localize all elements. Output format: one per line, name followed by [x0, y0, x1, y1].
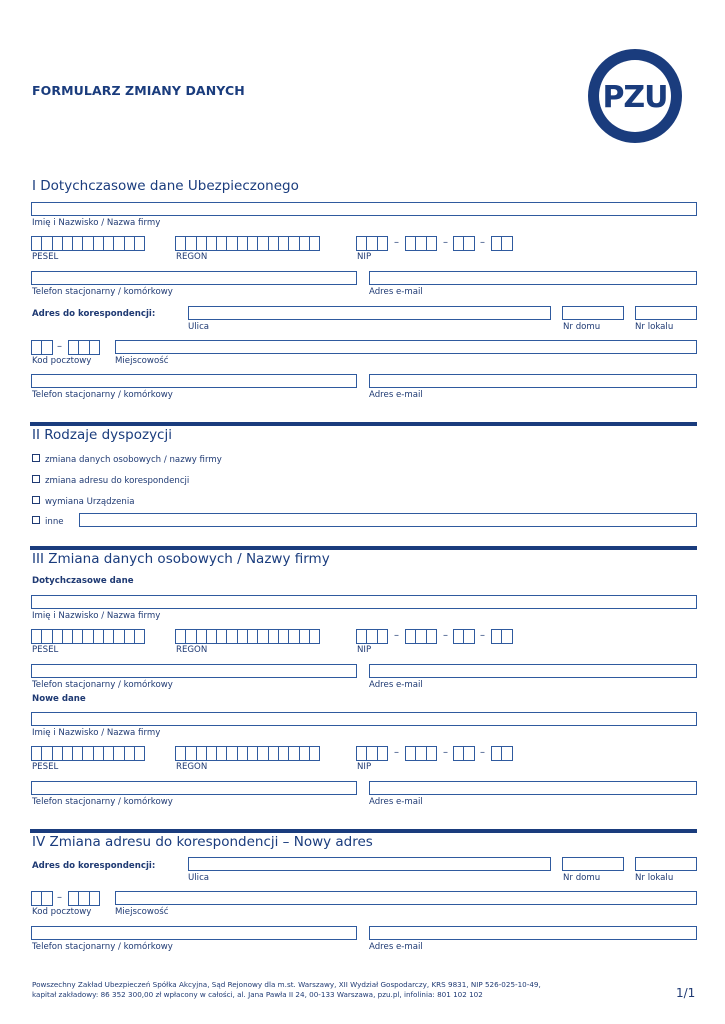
- email-label-s4: Adres e-mail: [369, 942, 423, 952]
- option-personal[interactable]: zmiana danych osobowych / nazwy firmy: [32, 454, 222, 465]
- old-data-label: Dotychczasowe dane: [32, 576, 134, 586]
- corr-label-new: Adres do korespondencji:: [32, 861, 156, 871]
- nip-cells-2[interactable]: [405, 236, 436, 251]
- digit-cell[interactable]: [89, 340, 100, 355]
- checkbox[interactable]: [32, 475, 40, 483]
- corr-label: Adres do korespondencji:: [32, 309, 156, 319]
- flat-label-new: Nr lokalu: [635, 873, 674, 883]
- pesel-label: PESEL: [32, 252, 59, 262]
- name-label: Imię i Nazwisko / Nazwa firmy: [32, 218, 161, 228]
- name-label-old: Imię i Nazwisko / Nazwa firmy: [32, 611, 161, 621]
- digit-cell[interactable]: [309, 629, 320, 644]
- digit-cell[interactable]: [134, 746, 145, 761]
- digit-cell[interactable]: [463, 236, 474, 251]
- dash-separator: –: [443, 237, 448, 248]
- section-divider: [30, 546, 697, 550]
- house-label: Nr domu: [563, 322, 601, 332]
- digit-cell[interactable]: [501, 746, 512, 761]
- dash-separator: –: [443, 630, 448, 641]
- flat-input[interactable]: [635, 306, 697, 320]
- phone-input-new[interactable]: [31, 781, 357, 795]
- digit-cell[interactable]: [463, 629, 474, 644]
- section-divider: [30, 829, 697, 833]
- section-2-title: II Rodzaje dyspozycji: [32, 427, 172, 443]
- postal-cells-1[interactable]: [31, 340, 52, 355]
- other-input[interactable]: [79, 513, 697, 527]
- dash-separator: –: [443, 747, 448, 758]
- dash-separator: –: [57, 341, 62, 352]
- name-input-new[interactable]: [31, 712, 697, 726]
- email-label-2: Adres e-mail: [369, 390, 423, 400]
- checkbox[interactable]: [32, 496, 40, 504]
- page-title: FORMULARZ ZMIANY DANYCH: [32, 83, 245, 98]
- regon-cells[interactable]: [175, 236, 319, 251]
- nip-label-old: NIP: [357, 645, 372, 655]
- footer-line-2: kapitał zakładowy: 86 352 300,00 zł wpłacony w całości, al. Jana Pawła II 24, 00-133 Warszawa, pzu.pl, infolinia: 801 102 102: [32, 990, 483, 999]
- regon-cells-old[interactable]: [175, 629, 319, 644]
- email-label: Adres e-mail: [369, 287, 423, 297]
- footer-line-1: Powszechny Zakład Ubezpieczeń Spółka Akcyjna, Sąd Rejonowy dla m.st. Warszawy, XII Wydział Gospodarczy, KRS 9831, NIP 526-025-10-49,: [32, 980, 541, 989]
- name-input[interactable]: [31, 202, 697, 216]
- section-4-title: IV Zmiana adresu do korespondencji – Nowy adres: [32, 834, 373, 850]
- phone-label: Telefon stacjonarny / komórkowy: [32, 287, 173, 297]
- pesel-cells[interactable]: [31, 236, 144, 251]
- digit-cell[interactable]: [426, 746, 437, 761]
- nip-cells-4[interactable]: [491, 236, 512, 251]
- email-input[interactable]: [369, 271, 697, 285]
- checkbox[interactable]: [32, 454, 40, 462]
- digit-cell[interactable]: [41, 891, 52, 906]
- nip-cells-old-3[interactable]: [453, 629, 474, 644]
- street-label-new: Ulica: [188, 873, 210, 883]
- nip-cells-1[interactable]: [356, 236, 387, 251]
- digit-cell[interactable]: [463, 746, 474, 761]
- nip-label: NIP: [357, 252, 372, 262]
- street-input[interactable]: [188, 306, 551, 320]
- pesel-label-new: PESEL: [32, 762, 59, 772]
- digit-cell[interactable]: [377, 236, 388, 251]
- postal-label: Kod pocztowy: [32, 356, 92, 366]
- city-label: Miejscowość: [115, 356, 169, 366]
- footer-text: [32, 980, 632, 1000]
- dash-separator: –: [394, 237, 399, 248]
- name-input-old[interactable]: [31, 595, 697, 609]
- pesel-cells-new[interactable]: [31, 746, 144, 761]
- postal-cells-new-1[interactable]: [31, 891, 52, 906]
- page-number: 1/1: [676, 986, 696, 1000]
- phone-input[interactable]: [31, 271, 357, 285]
- digit-cell[interactable]: [89, 891, 100, 906]
- phone-input-old[interactable]: [31, 664, 357, 678]
- nip-cells-new-1[interactable]: [356, 746, 387, 761]
- regon-label-new: REGON: [176, 762, 208, 772]
- digit-cell[interactable]: [309, 746, 320, 761]
- email-input-new[interactable]: [369, 781, 697, 795]
- street-label: Ulica: [188, 322, 210, 332]
- dash-separator: –: [480, 630, 485, 641]
- dash-separator: –: [57, 892, 62, 903]
- new-data-label: Nowe dane: [32, 694, 86, 704]
- nip-cells-new-4[interactable]: [491, 746, 512, 761]
- phone-label-new: Telefon stacjonarny / komórkowy: [32, 797, 173, 807]
- email-input-s4[interactable]: [369, 926, 697, 940]
- digit-cell[interactable]: [426, 236, 437, 251]
- email-input-old[interactable]: [369, 664, 697, 678]
- email-label-new: Adres e-mail: [369, 797, 423, 807]
- name-label-new: Imię i Nazwisko / Nazwa firmy: [32, 728, 161, 738]
- phone-label-2: Telefon stacjonarny / komórkowy: [32, 390, 173, 400]
- street-input-new[interactable]: [188, 857, 551, 871]
- regon-label: REGON: [176, 252, 208, 262]
- phone-label-old: Telefon stacjonarny / komórkowy: [32, 680, 173, 690]
- dash-separator: –: [394, 747, 399, 758]
- svg-text:PZU: PZU: [602, 80, 668, 115]
- city-input-new[interactable]: [115, 891, 697, 905]
- option-address[interactable]: zmiana adresu do korespondencji: [32, 475, 189, 486]
- phone-label-s4: Telefon stacjonarny / komórkowy: [32, 942, 173, 952]
- nip-cells-new-3[interactable]: [453, 746, 474, 761]
- nip-cells-old-4[interactable]: [491, 629, 512, 644]
- digit-cell[interactable]: [134, 629, 145, 644]
- city-input[interactable]: [115, 340, 697, 354]
- flat-label: Nr lokalu: [635, 322, 674, 332]
- digit-cell[interactable]: [309, 236, 320, 251]
- regon-label-old: REGON: [176, 645, 208, 655]
- city-label-new: Miejscowość: [115, 907, 169, 917]
- nip-cells-old-1[interactable]: [356, 629, 387, 644]
- pesel-cells-old[interactable]: [31, 629, 144, 644]
- digit-cell[interactable]: [501, 629, 512, 644]
- pzu-logo: [587, 48, 683, 144]
- postal-label-new: Kod pocztowy: [32, 907, 92, 917]
- dash-separator: –: [480, 237, 485, 248]
- section-3-title: III Zmiana danych osobowych / Nazwy firmy: [32, 551, 330, 567]
- option-other[interactable]: inne: [32, 516, 64, 527]
- house-input-new[interactable]: [562, 857, 624, 871]
- digit-cell[interactable]: [377, 746, 388, 761]
- section-divider: [30, 422, 697, 426]
- nip-label-new: NIP: [357, 762, 372, 772]
- dash-separator: –: [394, 630, 399, 641]
- nip-cells-old-2[interactable]: [405, 629, 436, 644]
- phone-input-2[interactable]: [31, 374, 357, 388]
- house-input[interactable]: [562, 306, 624, 320]
- digit-cell[interactable]: [41, 340, 52, 355]
- pesel-label-old: PESEL: [32, 645, 59, 655]
- nip-cells-3[interactable]: [453, 236, 474, 251]
- postal-cells-2[interactable]: [68, 340, 99, 355]
- phone-input-s4[interactable]: [31, 926, 357, 940]
- nip-cells-new-2[interactable]: [405, 746, 436, 761]
- digit-cell[interactable]: [501, 236, 512, 251]
- house-label-new: Nr domu: [563, 873, 601, 883]
- email-label-old: Adres e-mail: [369, 680, 423, 690]
- option-device[interactable]: wymiana Urządzenia: [32, 496, 135, 507]
- section-1-title: I Dotychczasowe dane Ubezpieczonego: [32, 178, 299, 194]
- digit-cell[interactable]: [134, 236, 145, 251]
- checkbox[interactable]: [32, 516, 40, 524]
- regon-cells-new[interactable]: [175, 746, 319, 761]
- email-input-2[interactable]: [369, 374, 697, 388]
- digit-cell[interactable]: [377, 629, 388, 644]
- flat-input-new[interactable]: [635, 857, 697, 871]
- postal-cells-new-2[interactable]: [68, 891, 99, 906]
- digit-cell[interactable]: [426, 629, 437, 644]
- dash-separator: –: [480, 747, 485, 758]
